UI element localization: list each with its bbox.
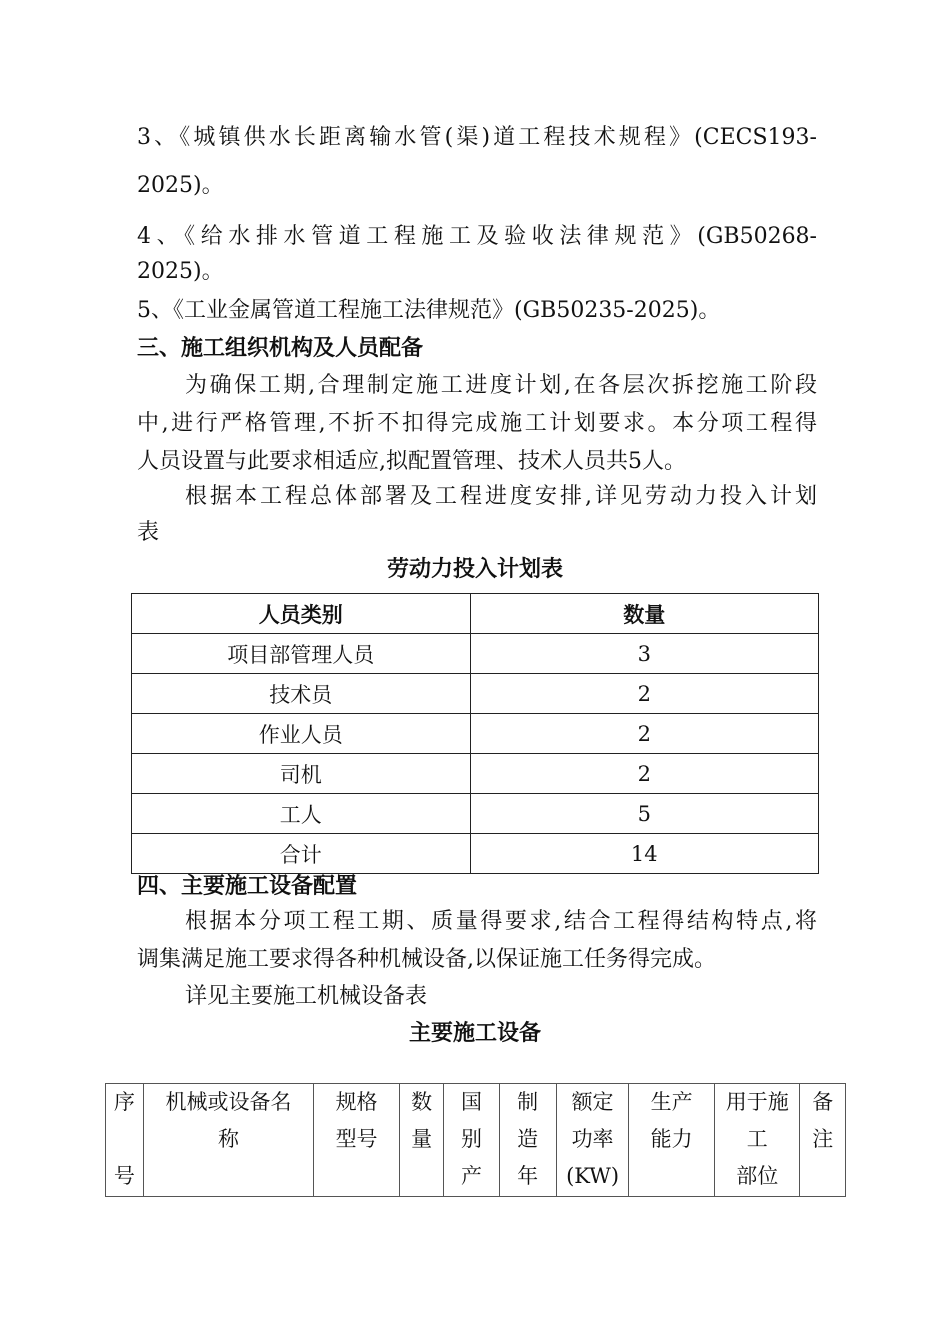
reference-3-line-1: 3、《城镇供水长距离输水管(渠)道工程技术规程》(CECS193- bbox=[137, 125, 817, 150]
section4-heading: 四、主要施工设备配置 bbox=[137, 874, 358, 899]
section3-para2-line-1: 根据本工程总体部署及工程进度安排,详见劳动力投入计划 bbox=[185, 484, 817, 509]
section3-para1-line-2: 中,进行严格管理,不折不扣得完成施工计划要求。本分项工程得 bbox=[137, 411, 817, 436]
section4-para1-line-2: 调集满足施工要求得各种机械设备,以保证施工任务得完成。 bbox=[137, 947, 716, 972]
reference-4-line-1: 4、《给水排水管道工程施工及验收法律规范》(GB50268- bbox=[137, 224, 817, 249]
header-remarks: 备 注 bbox=[800, 1084, 846, 1197]
section3-heading: 三、施工组织机构及人员配备 bbox=[137, 336, 424, 361]
cell-category: 工人 bbox=[132, 794, 471, 834]
labor-table-title: 劳动力投入计划表 bbox=[386, 557, 563, 582]
reference-3-line-2: 2025)。 bbox=[137, 173, 224, 198]
equipment-table bbox=[105, 1083, 846, 1197]
header-quantity: 数 量 bbox=[399, 1084, 443, 1197]
header-construction-location: 用于施 工 部位 bbox=[714, 1084, 800, 1197]
cell-quantity: 3 bbox=[470, 634, 819, 674]
header-production-capacity: 生产 能力 bbox=[629, 1084, 715, 1197]
table-header-row bbox=[106, 1084, 846, 1197]
header-spec-model: 规格 型号 bbox=[314, 1084, 400, 1197]
labor-plan-table bbox=[131, 593, 819, 874]
header-equipment-name: 机械或设备名 称 bbox=[143, 1084, 314, 1197]
equipment-table-title: 主要施工设备 bbox=[408, 1021, 541, 1046]
cell-quantity: 2 bbox=[470, 754, 819, 794]
table-header-row bbox=[132, 594, 819, 634]
cell-quantity: 5 bbox=[470, 794, 819, 834]
cell-category: 项目部管理人员 bbox=[132, 634, 471, 674]
table-row bbox=[132, 794, 819, 834]
table-row bbox=[132, 834, 819, 874]
section3-para2-line-2: 表 bbox=[137, 520, 160, 545]
header-manufacture-year: 制 造 年 bbox=[499, 1084, 556, 1197]
table-row bbox=[132, 674, 819, 714]
reference-4-line-2: 2025)。 bbox=[137, 259, 224, 284]
section3-para1-line-1: 为确保工期,合理制定施工进度计划,在各层次拆挖施工阶段 bbox=[185, 373, 817, 398]
cell-quantity: 2 bbox=[470, 714, 819, 754]
cell-category: 技术员 bbox=[132, 674, 471, 714]
cell-quantity: 14 bbox=[470, 834, 819, 874]
cell-category: 司机 bbox=[132, 754, 471, 794]
section4-para1-line-1: 根据本分项工程工期、质量得要求,结合工程得结构特点,将 bbox=[185, 909, 817, 934]
header-serial-no: 序 号 bbox=[106, 1084, 144, 1197]
section3-para1-line-3: 人员设置与此要求相适应,拟配置管理、技术人员共5人。 bbox=[137, 449, 686, 474]
cell-quantity: 2 bbox=[470, 674, 819, 714]
header-quantity: 数量 bbox=[470, 594, 819, 634]
header-rated-power: 额定 功率 (KW) bbox=[556, 1084, 629, 1197]
table-row bbox=[132, 714, 819, 754]
header-personnel-category: 人员类别 bbox=[132, 594, 471, 634]
cell-category: 合计 bbox=[132, 834, 471, 874]
cell-category: 作业人员 bbox=[132, 714, 471, 754]
section4-para2: 详见主要施工机械设备表 bbox=[185, 984, 428, 1009]
header-country-origin: 国 别 产 bbox=[444, 1084, 499, 1197]
reference-5-line-1: 5、《工业金属管道工程施工法律规范》(GB50235-2025)。 bbox=[137, 298, 721, 323]
table-row bbox=[132, 754, 819, 794]
table-row bbox=[132, 634, 819, 674]
